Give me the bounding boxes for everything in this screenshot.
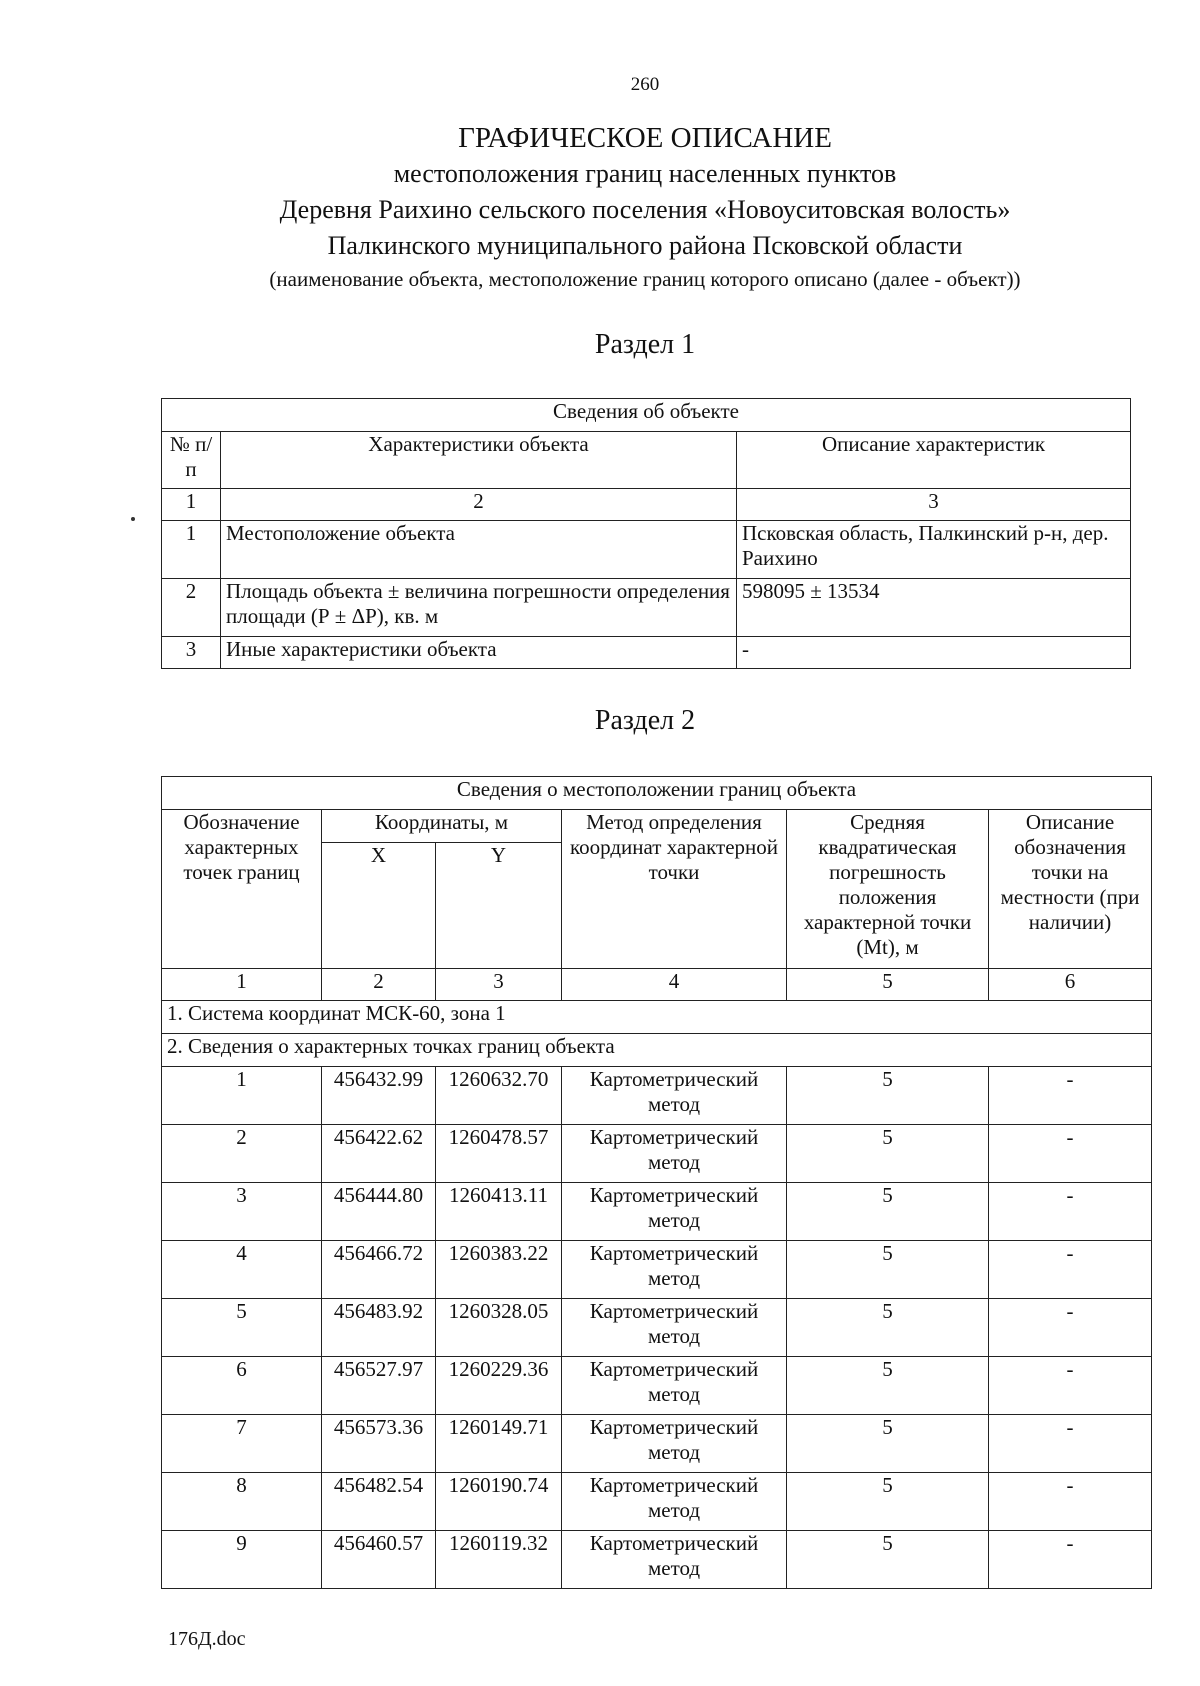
coordinate-y: 1260229.36	[436, 1357, 562, 1415]
method: Картометрический метод	[562, 1415, 787, 1473]
table-caption: Сведения о местоположении границ объекта	[162, 777, 1152, 810]
table-row	[162, 1067, 1152, 1125]
column-header-method: Метод определения координат характерной точки	[562, 810, 787, 969]
section-1-heading: Раздел 1	[594, 329, 696, 360]
characteristic-description: Псковская область, Палкинский р-н, дер. Раихино	[737, 521, 1131, 579]
table-row	[162, 1125, 1152, 1183]
title-note: (наименование объекта, местоположение границ которого описано (далее - объект))	[269, 267, 1021, 291]
table-row	[162, 1473, 1152, 1531]
point-label: 5	[162, 1299, 322, 1357]
column-index: 3	[436, 969, 562, 1001]
characteristic: Площадь объекта ± величина погрешности определения площади (Р ± ΔР), кв. м	[221, 579, 737, 637]
footer-filename: 176Д.doc	[168, 1628, 246, 1650]
column-header-no: № п/п	[162, 432, 221, 489]
coordinate-y: 1260119.32	[436, 1531, 562, 1589]
point-description: -	[989, 1183, 1152, 1241]
row-number: 3	[162, 637, 221, 669]
coordinate-y: 1260383.22	[436, 1241, 562, 1299]
point-label: 6	[162, 1357, 322, 1415]
point-description: -	[989, 1473, 1152, 1531]
coordinate-x: 456573.36	[322, 1415, 436, 1473]
point-label: 8	[162, 1473, 322, 1531]
table-row	[162, 1357, 1152, 1415]
mean-error: 5	[787, 1299, 989, 1357]
point-label: 4	[162, 1241, 322, 1299]
mean-error: 5	[787, 1125, 989, 1183]
scan-dot	[131, 517, 135, 521]
document-header	[0, 120, 1200, 294]
coordinate-system: 1. Система координат МСК-60, зона 1	[162, 1001, 1152, 1034]
points-body	[162, 1067, 1152, 1589]
column-index: 5	[787, 969, 989, 1001]
point-description: -	[989, 1531, 1152, 1589]
point-label: 9	[162, 1531, 322, 1589]
column-index: 2	[221, 489, 737, 521]
mean-error: 5	[787, 1415, 989, 1473]
section-2-heading: Раздел 2	[594, 705, 696, 736]
table-row	[162, 1415, 1152, 1473]
column-index: 3	[737, 489, 1131, 521]
characteristic-description: -	[737, 637, 1131, 669]
mean-error: 5	[787, 1531, 989, 1589]
point-description: -	[989, 1241, 1152, 1299]
title-line-3: Палкинского муниципального района Псковской области	[327, 231, 963, 260]
mean-error: 5	[787, 1241, 989, 1299]
coordinate-x: 456482.54	[322, 1473, 436, 1531]
table-row	[162, 637, 1131, 669]
title-line-1: местоположения границ населенных пунктов	[393, 159, 897, 188]
table-caption: Сведения об объекте	[162, 399, 1131, 432]
coordinate-y: 1260478.57	[436, 1125, 562, 1183]
object-info-table	[161, 398, 1131, 669]
coordinate-x: 456444.80	[322, 1183, 436, 1241]
coordinate-x: 456460.57	[322, 1531, 436, 1589]
column-index: 2	[322, 969, 436, 1001]
coordinate-y: 1260149.71	[436, 1415, 562, 1473]
point-description: -	[989, 1415, 1152, 1473]
column-index: 4	[562, 969, 787, 1001]
point-description: -	[989, 1067, 1152, 1125]
method: Картометрический метод	[562, 1067, 787, 1125]
point-label: 3	[162, 1183, 322, 1241]
coordinate-y: 1260328.05	[436, 1299, 562, 1357]
coordinate-x: 456483.92	[322, 1299, 436, 1357]
document-title: ГРАФИЧЕСКОЕ ОПИСАНИЕ	[458, 122, 832, 154]
method: Картометрический метод	[562, 1299, 787, 1357]
mean-error: 5	[787, 1067, 989, 1125]
table-row	[162, 521, 1131, 579]
page-number: 260	[630, 74, 660, 95]
point-label: 2	[162, 1125, 322, 1183]
coordinate-x: 456527.97	[322, 1357, 436, 1415]
title-line-2: Деревня Раихино сельского поселения «Новоуситовская волость»	[279, 195, 1011, 224]
row-number: 1	[162, 521, 221, 579]
method: Картометрический метод	[562, 1531, 787, 1589]
column-header-description: Описание характеристик	[737, 432, 1131, 489]
mean-error: 5	[787, 1473, 989, 1531]
characteristic: Иные характеристики объекта	[221, 637, 737, 669]
column-index: 1	[162, 969, 322, 1001]
method: Картометрический метод	[562, 1183, 787, 1241]
table-row	[162, 1183, 1152, 1241]
characteristic-description: 598095 ± 13534	[737, 579, 1131, 637]
characteristic: Местоположение объекта	[221, 521, 737, 579]
method: Картометрический метод	[562, 1241, 787, 1299]
mean-error: 5	[787, 1183, 989, 1241]
table-row	[162, 1531, 1152, 1589]
coordinate-y: 1260190.74	[436, 1473, 562, 1531]
points-caption: 2. Сведения о характерных точках границ объекта	[162, 1034, 1152, 1067]
column-header-y: Y	[436, 843, 562, 969]
point-label: 7	[162, 1415, 322, 1473]
point-description: -	[989, 1357, 1152, 1415]
column-header-coordinates: Координаты, м	[322, 810, 562, 843]
column-header-point: Обозначение характерных точек границ	[162, 810, 322, 969]
method: Картометрический метод	[562, 1473, 787, 1531]
table-row	[162, 579, 1131, 637]
point-description: -	[989, 1299, 1152, 1357]
table-row	[162, 1299, 1152, 1357]
coordinate-y: 1260413.11	[436, 1183, 562, 1241]
column-index: 1	[162, 489, 221, 521]
coordinate-x: 456432.99	[322, 1067, 436, 1125]
mean-error: 5	[787, 1357, 989, 1415]
column-header-error: Средняя квадратическая погрешность положения характерной точки (Mt), м	[787, 810, 989, 969]
point-label: 1	[162, 1067, 322, 1125]
boundary-points-table	[161, 776, 1152, 1589]
coordinate-x: 456422.62	[322, 1125, 436, 1183]
method: Картометрический метод	[562, 1357, 787, 1415]
column-header-characteristics: Характеристики объекта	[221, 432, 737, 489]
column-header-description: Описание обозначения точки на местности (при наличии)	[989, 810, 1152, 969]
coordinate-y: 1260632.70	[436, 1067, 562, 1125]
table-row	[162, 1241, 1152, 1299]
column-index: 6	[989, 969, 1152, 1001]
method: Картометрический метод	[562, 1125, 787, 1183]
coordinate-x: 456466.72	[322, 1241, 436, 1299]
point-description: -	[989, 1125, 1152, 1183]
column-header-x: X	[322, 843, 436, 969]
row-number: 2	[162, 579, 221, 637]
